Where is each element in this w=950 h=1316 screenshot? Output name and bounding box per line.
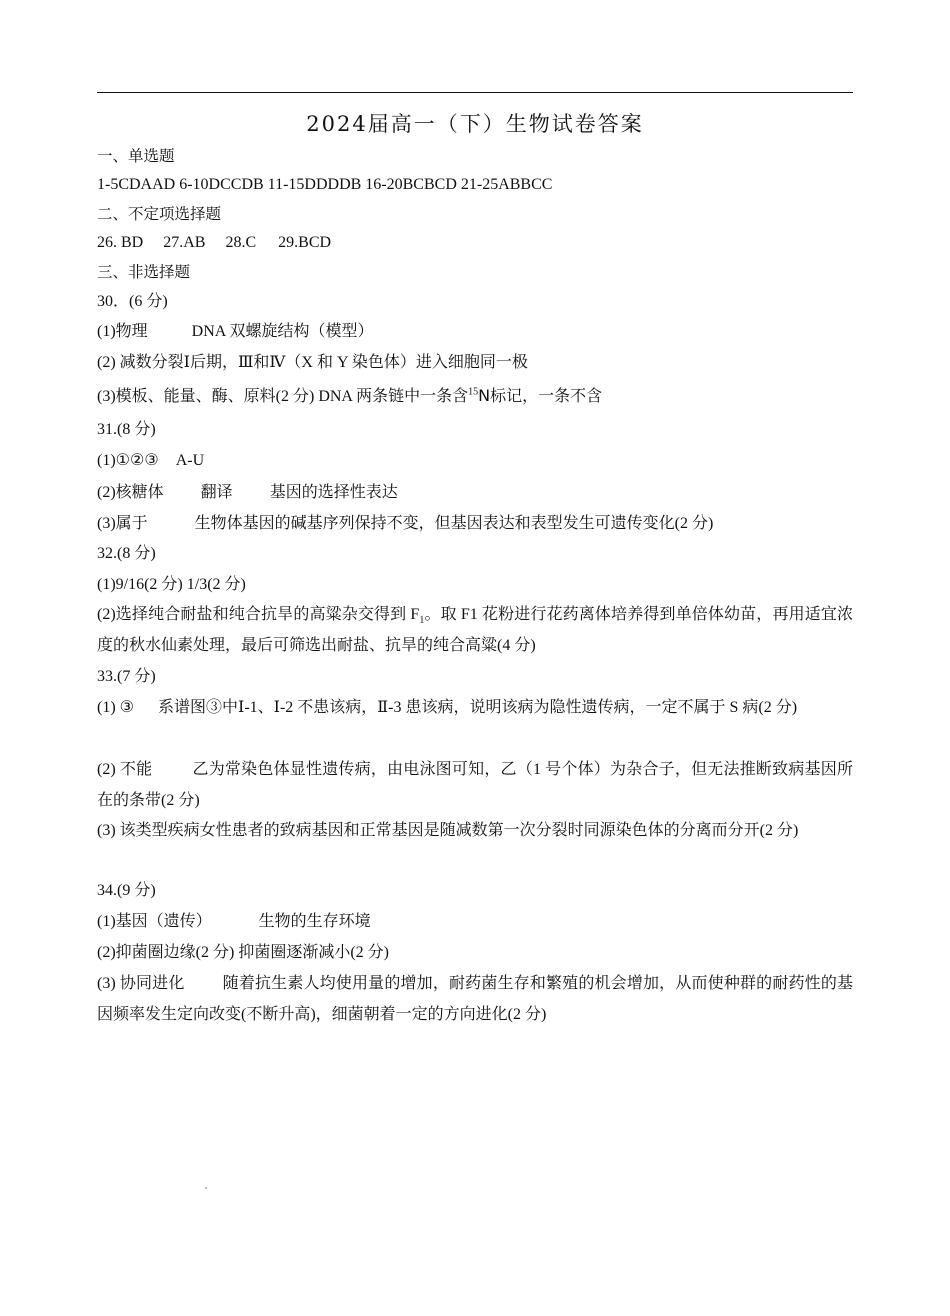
q31-header: 31.(8 分) — [97, 421, 156, 438]
q31-a2-part2: 翻译 — [200, 484, 233, 501]
q33-a1-part2: 系谱图③中Ⅰ-1、Ⅰ-2 不患该病，Ⅱ-3 患该病，说明该病为隐性遗传病，一定不属于 S 病(2 分) — [158, 699, 798, 716]
q30-answer-2: (2) 减数分裂Ⅰ后期，Ⅲ和Ⅳ（X 和 Y 染色体）进入细胞同一极 — [97, 354, 528, 371]
q32-a2-text-end: 。取 F1 花粉进行花药离体培养得到单倍体幼苗，再用适宜浓度的秋水仙素处理，最后可筛选出耐盐、抗旱的纯合高粱(4 分) — [97, 606, 853, 654]
q31-answer-2 — [97, 482, 398, 504]
q33-answer-2 — [97, 754, 853, 816]
q30-header: 30．(6 分) — [97, 293, 168, 310]
q34-a3-part1: (3) 协同进化 — [97, 975, 185, 992]
q34-answer-2: (2)抑菌圈边缘(2 分) 抑菌圈逐渐减小(2 分) — [97, 944, 389, 961]
q34-a1-part2: 生物的生存环境 — [258, 913, 371, 930]
q30-a1-part2: DNA 双螺旋结构（模型） — [191, 323, 374, 340]
q31-a2-part1: (2)核糖体 — [97, 484, 164, 501]
q31-a1-part2: A-U — [175, 452, 205, 469]
q34-answer-3 — [97, 968, 853, 1030]
section-heading-multiple-choice: 二、不定项选择题 — [97, 205, 222, 223]
f1-subscript: 1 — [419, 615, 425, 627]
q33-a2-part1: (2) 不能 — [97, 761, 153, 778]
q30-a3-text: (3)模板、能量、酶、原料(2 分) DNA 两条链中一条含 — [97, 388, 469, 405]
answer-26: 26. BD — [97, 234, 144, 251]
single-choice-answers: 1-5CDAAD 6-10DCCDB 11-15DDDDB 16-20BCBCD 21-25ABBCC — [97, 176, 553, 193]
isotope-mass-number: 15 — [468, 386, 479, 398]
q33-a1-part1: (1) ③ — [97, 699, 134, 716]
answer-27: 27.AB — [163, 234, 206, 251]
q32-answer-2 — [97, 599, 853, 661]
q34-header: 34.(9 分) — [97, 882, 156, 899]
q34-answer-1 — [97, 911, 371, 933]
q31-answer-1 — [97, 450, 204, 472]
q31-a3-part1: (3)属于 — [97, 515, 148, 532]
q31-a1-part1: (1)①②③ — [97, 452, 159, 469]
answer-28: 28.C — [225, 234, 257, 251]
q33-answer-3: (3) 该类型疾病女性患者的致病基因和正常基因是随减数第一次分裂时同源染色体的分离而分开(2 分) — [97, 822, 799, 839]
answer-29: 29.BCD — [278, 234, 332, 251]
q31-a2-part3: 基因的选择性表达 — [269, 484, 398, 501]
q33-header: 33.(7 分) — [97, 668, 156, 685]
q32-header: 32.(8 分) — [97, 545, 156, 562]
q33-answer-1 — [97, 692, 853, 723]
q34-a1-part1: (1)基因（遗传） — [97, 913, 212, 930]
multiple-choice-answers — [97, 232, 331, 254]
scan-speck — [205, 1187, 207, 1189]
q34-a3-part2: 随着抗生素人均使用量的增加，耐药菌生存和繁殖的机会增加，从而使种群的耐药性的基因频率发生定向改变(不断升高)，细菌朝着一定的方向进化(2 分) — [97, 975, 853, 1023]
section-heading-single-choice: 一、单选题 — [97, 147, 175, 165]
q30-answer-1 — [97, 321, 373, 343]
q30-a3-text-end: 标记，一条不含 — [490, 388, 603, 405]
q32-a2-text: (2)选择纯合耐盐和纯合抗旱的高粱杂交得到 F — [97, 606, 420, 623]
section-heading-non-choice: 三、非选择题 — [97, 263, 191, 281]
q31-a3-part2: 生物体基因的碱基序列保持不变，但基因表达和表型发生可遗传变化(2 分) — [194, 515, 714, 532]
q30-answer-3 — [97, 385, 602, 408]
q30-a1-part1: (1)物理 — [97, 323, 148, 340]
page-title: 2024届高一（下）生物试卷答案 — [306, 112, 644, 136]
isotope-symbol: N — [478, 386, 491, 405]
top-rule — [97, 92, 853, 93]
q31-answer-3 — [97, 513, 713, 535]
q32-answer-1: (1)9/16(2 分) 1/3(2 分) — [97, 576, 246, 593]
q33-a2-part2: 乙为常染色体显性遗传病，由电泳图可知，乙（1 号个体）为杂合子，但无法推断致病基因所在的条带(2 分) — [97, 761, 853, 809]
